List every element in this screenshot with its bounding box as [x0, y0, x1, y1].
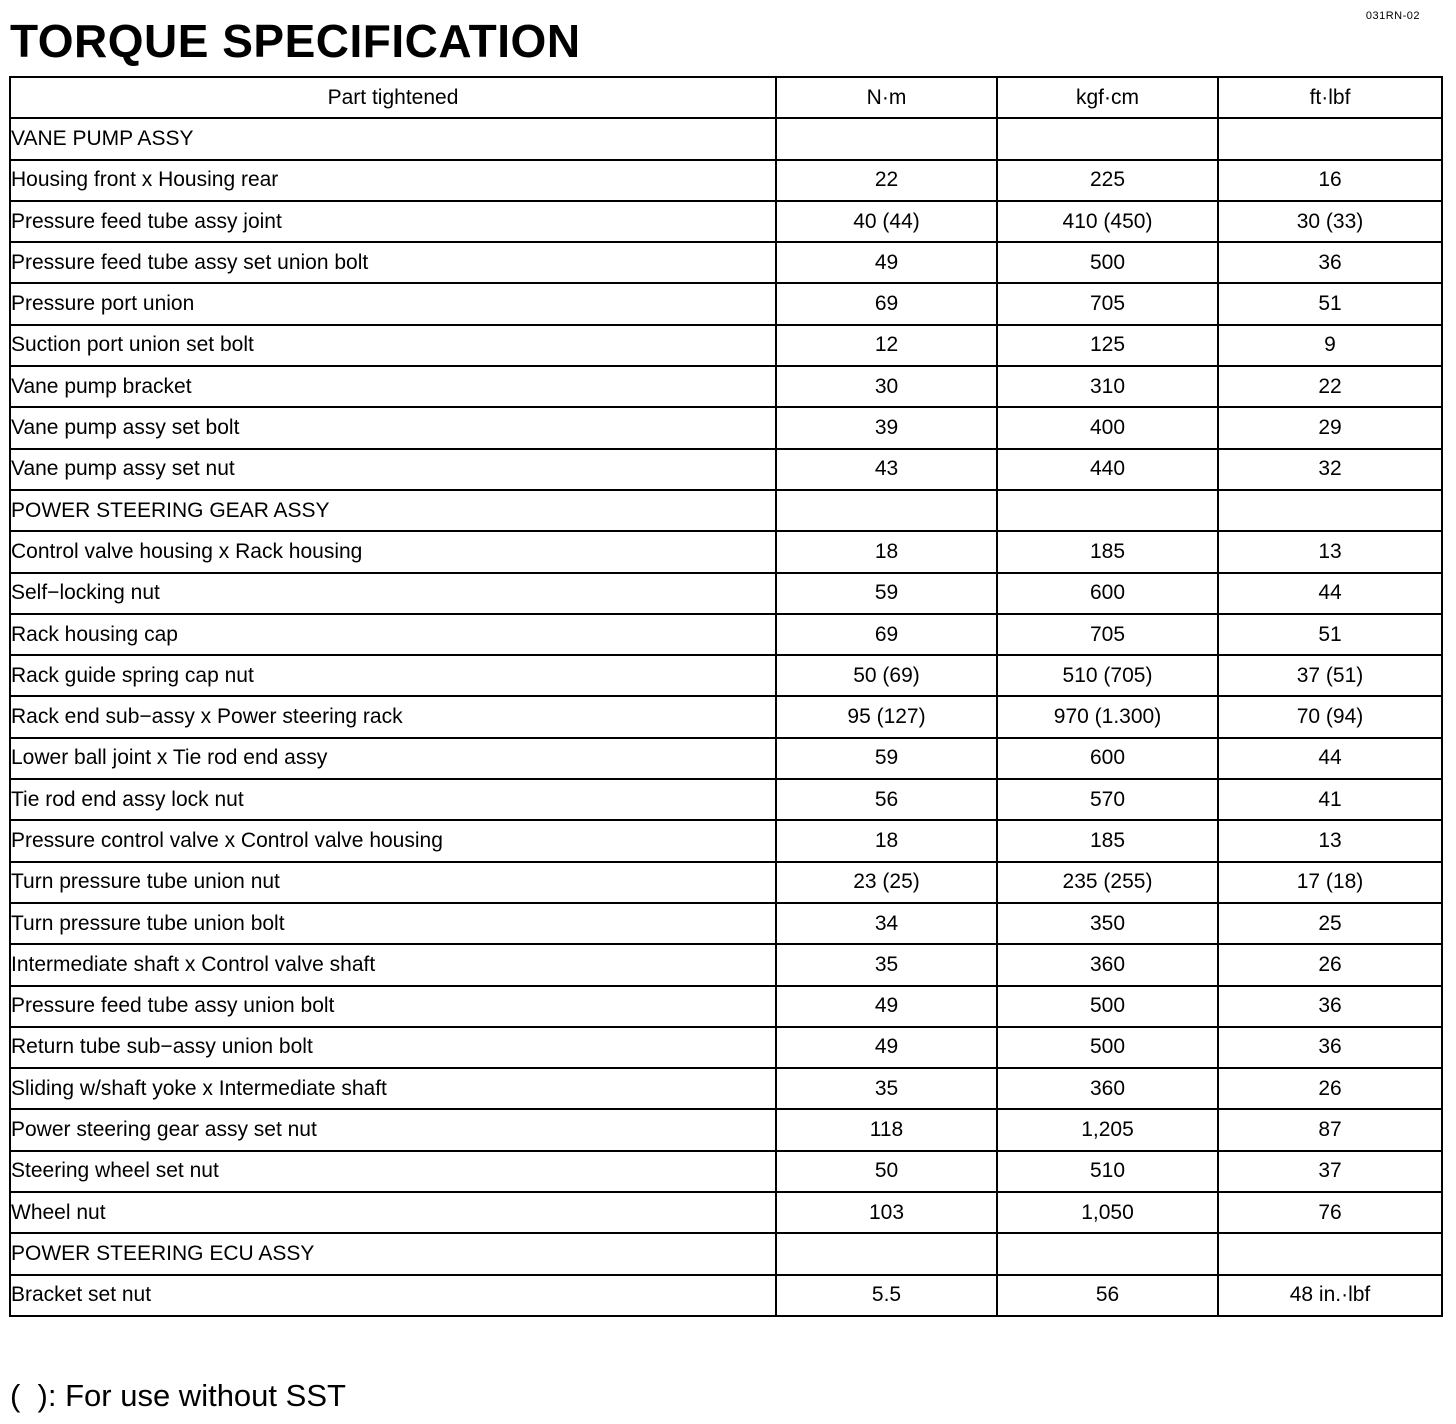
- table-row: [10, 366, 1442, 407]
- table-row: [10, 614, 1442, 655]
- header-nm: N·m: [776, 77, 997, 118]
- part-name: Vane pump assy set bolt: [10, 407, 776, 448]
- section-row: [10, 490, 1442, 531]
- value-kgfcm: 500: [997, 986, 1218, 1027]
- value-ftlbf: 26: [1218, 1068, 1442, 1109]
- value-ftlbf: 48 in.·lbf: [1218, 1275, 1442, 1316]
- table-row: [10, 242, 1442, 283]
- table-row: [10, 944, 1442, 985]
- section-row: [10, 118, 1442, 159]
- part-name: Lower ball joint x Tie rod end assy: [10, 738, 776, 779]
- table-row: [10, 1275, 1442, 1316]
- value-kgfcm: 1,205: [997, 1109, 1218, 1150]
- part-name: Turn pressure tube union bolt: [10, 903, 776, 944]
- value-nm: [776, 490, 997, 531]
- section-row: [10, 1233, 1442, 1274]
- value-nm: 69: [776, 614, 997, 655]
- footnote: ( ): For use without SST: [10, 1378, 346, 1413]
- value-ftlbf: 13: [1218, 820, 1442, 861]
- value-kgfcm: 600: [997, 738, 1218, 779]
- value-kgfcm: 360: [997, 944, 1218, 985]
- value-kgfcm: 185: [997, 820, 1218, 861]
- table-row: [10, 1151, 1442, 1192]
- part-name: Control valve housing x Rack housing: [10, 531, 776, 572]
- value-ftlbf: 32: [1218, 449, 1442, 490]
- part-name: Rack guide spring cap nut: [10, 655, 776, 696]
- table-row: [10, 655, 1442, 696]
- part-name: Pressure control valve x Control valve housing: [10, 820, 776, 861]
- part-name: Bracket set nut: [10, 1275, 776, 1316]
- value-kgfcm: 400: [997, 407, 1218, 448]
- part-name: Vane pump assy set nut: [10, 449, 776, 490]
- value-nm: 30: [776, 366, 997, 407]
- value-nm: 49: [776, 986, 997, 1027]
- value-ftlbf: 9: [1218, 325, 1442, 366]
- part-name: Turn pressure tube union nut: [10, 862, 776, 903]
- value-ftlbf: [1218, 118, 1442, 159]
- value-nm: 39: [776, 407, 997, 448]
- part-name: Sliding w/shaft yoke x Intermediate shaft: [10, 1068, 776, 1109]
- part-name: Intermediate shaft x Control valve shaft: [10, 944, 776, 985]
- part-name: Housing front x Housing rear: [10, 160, 776, 201]
- value-nm: 95 (127): [776, 696, 997, 737]
- part-name: Power steering gear assy set nut: [10, 1109, 776, 1150]
- value-ftlbf: 37: [1218, 1151, 1442, 1192]
- value-nm: 35: [776, 944, 997, 985]
- part-name: Pressure feed tube assy joint: [10, 201, 776, 242]
- value-kgfcm: 410 (450): [997, 201, 1218, 242]
- part-name: Pressure feed tube assy set union bolt: [10, 242, 776, 283]
- value-kgfcm: [997, 490, 1218, 531]
- page-title: TORQUE SPECIFICATION: [10, 15, 581, 67]
- value-ftlbf: 22: [1218, 366, 1442, 407]
- value-nm: [776, 118, 997, 159]
- value-kgfcm: 185: [997, 531, 1218, 572]
- value-kgfcm: 970 (1.300): [997, 696, 1218, 737]
- table-row: [10, 1027, 1442, 1068]
- table-row: [10, 696, 1442, 737]
- value-kgfcm: 570: [997, 779, 1218, 820]
- section-title: POWER STEERING GEAR ASSY: [10, 490, 776, 531]
- part-name: Rack end sub−assy x Power steering rack: [10, 696, 776, 737]
- value-nm: 118: [776, 1109, 997, 1150]
- table-row: [10, 738, 1442, 779]
- value-kgfcm: 360: [997, 1068, 1218, 1109]
- table-row: [10, 573, 1442, 614]
- value-ftlbf: 87: [1218, 1109, 1442, 1150]
- value-kgfcm: 1,050: [997, 1192, 1218, 1233]
- value-kgfcm: 440: [997, 449, 1218, 490]
- table-row: [10, 1192, 1442, 1233]
- value-kgfcm: 510: [997, 1151, 1218, 1192]
- value-kgfcm: 56: [997, 1275, 1218, 1316]
- value-kgfcm: 500: [997, 242, 1218, 283]
- value-ftlbf: 29: [1218, 407, 1442, 448]
- value-nm: [776, 1233, 997, 1274]
- value-ftlbf: 25: [1218, 903, 1442, 944]
- table-header-row: [10, 77, 1442, 118]
- header-ftlbf: ft·lbf: [1218, 77, 1442, 118]
- value-ftlbf: 16: [1218, 160, 1442, 201]
- value-kgfcm: 500: [997, 1027, 1218, 1068]
- value-nm: 50: [776, 1151, 997, 1192]
- value-nm: 69: [776, 283, 997, 324]
- value-nm: 18: [776, 531, 997, 572]
- header-part-tightened: Part tightened: [10, 77, 776, 118]
- part-name: Self−locking nut: [10, 573, 776, 614]
- value-nm: 59: [776, 738, 997, 779]
- part-name: Suction port union set bolt: [10, 325, 776, 366]
- value-nm: 34: [776, 903, 997, 944]
- value-kgfcm: 600: [997, 573, 1218, 614]
- table-row: [10, 903, 1442, 944]
- value-nm: 43: [776, 449, 997, 490]
- table-row: [10, 407, 1442, 448]
- table-row: [10, 201, 1442, 242]
- table-row: [10, 986, 1442, 1027]
- value-nm: 35: [776, 1068, 997, 1109]
- part-name: Wheel nut: [10, 1192, 776, 1233]
- value-ftlbf: 70 (94): [1218, 696, 1442, 737]
- table-row: [10, 283, 1442, 324]
- value-kgfcm: 350: [997, 903, 1218, 944]
- value-ftlbf: 37 (51): [1218, 655, 1442, 696]
- part-name: Steering wheel set nut: [10, 1151, 776, 1192]
- table-row: [10, 531, 1442, 572]
- part-name: Return tube sub−assy union bolt: [10, 1027, 776, 1068]
- value-kgfcm: [997, 1233, 1218, 1274]
- value-nm: 40 (44): [776, 201, 997, 242]
- table-row: [10, 862, 1442, 903]
- table-row: [10, 820, 1442, 861]
- value-nm: 103: [776, 1192, 997, 1233]
- value-ftlbf: 44: [1218, 738, 1442, 779]
- value-ftlbf: 51: [1218, 614, 1442, 655]
- value-kgfcm: [997, 118, 1218, 159]
- section-title: VANE PUMP ASSY: [10, 118, 776, 159]
- value-ftlbf: 36: [1218, 242, 1442, 283]
- section-title: POWER STEERING ECU ASSY: [10, 1233, 776, 1274]
- value-kgfcm: 510 (705): [997, 655, 1218, 696]
- value-ftlbf: [1218, 490, 1442, 531]
- torque-spec-table: [9, 76, 1443, 1317]
- value-nm: 22: [776, 160, 997, 201]
- part-name: Pressure port union: [10, 283, 776, 324]
- value-ftlbf: 36: [1218, 986, 1442, 1027]
- value-nm: 18: [776, 820, 997, 861]
- table-row: [10, 325, 1442, 366]
- table-row: [10, 449, 1442, 490]
- value-kgfcm: 225: [997, 160, 1218, 201]
- value-nm: 23 (25): [776, 862, 997, 903]
- value-nm: 49: [776, 1027, 997, 1068]
- header-kgfcm: kgf·cm: [997, 77, 1218, 118]
- part-name: Pressure feed tube assy union bolt: [10, 986, 776, 1027]
- document-code: 031RN-02: [1365, 10, 1420, 22]
- table-row: [10, 779, 1442, 820]
- table-row: [10, 160, 1442, 201]
- part-name: Vane pump bracket: [10, 366, 776, 407]
- value-ftlbf: 41: [1218, 779, 1442, 820]
- table-row: [10, 1109, 1442, 1150]
- value-nm: 5.5: [776, 1275, 997, 1316]
- value-nm: 56: [776, 779, 997, 820]
- part-name: Tie rod end assy lock nut: [10, 779, 776, 820]
- value-kgfcm: 125: [997, 325, 1218, 366]
- value-ftlbf: 26: [1218, 944, 1442, 985]
- value-ftlbf: 36: [1218, 1027, 1442, 1068]
- value-kgfcm: 705: [997, 614, 1218, 655]
- value-ftlbf: 13: [1218, 531, 1442, 572]
- value-ftlbf: 30 (33): [1218, 201, 1442, 242]
- value-nm: 50 (69): [776, 655, 997, 696]
- value-ftlbf: [1218, 1233, 1442, 1274]
- part-name: Rack housing cap: [10, 614, 776, 655]
- value-kgfcm: 235 (255): [997, 862, 1218, 903]
- value-kgfcm: 705: [997, 283, 1218, 324]
- value-ftlbf: 76: [1218, 1192, 1442, 1233]
- value-ftlbf: 44: [1218, 573, 1442, 614]
- value-ftlbf: 51: [1218, 283, 1442, 324]
- table-body: [10, 118, 1442, 1316]
- value-nm: 59: [776, 573, 997, 614]
- table-row: [10, 1068, 1442, 1109]
- value-nm: 49: [776, 242, 997, 283]
- value-nm: 12: [776, 325, 997, 366]
- value-kgfcm: 310: [997, 366, 1218, 407]
- value-ftlbf: 17 (18): [1218, 862, 1442, 903]
